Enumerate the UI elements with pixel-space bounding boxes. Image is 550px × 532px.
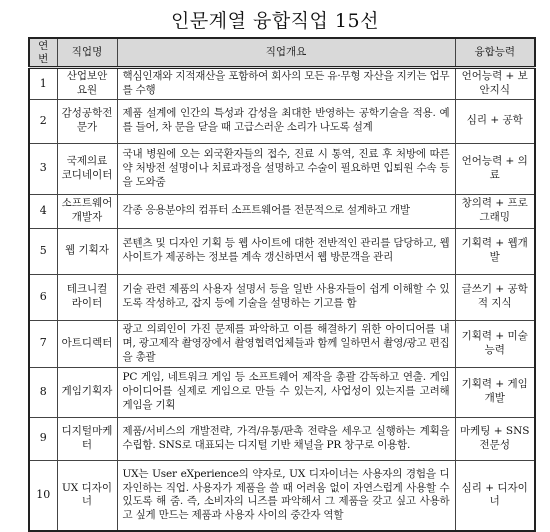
table-header-row [29,38,535,68]
table-row [29,460,535,531]
job-name: 디지털마케터 [57,417,117,460]
job-overview: 제품/서비스의 개발전략, 가격/유통/판촉 전략을 세우고 실행하는 계획을 수립함. SNS로 대표되는 디지털 기반 채널을 PR 창구로 이용함. [117,417,455,460]
job-name: 웹 기획자 [57,228,117,274]
job-name: 테크니컬 라이터 [57,274,117,320]
table-row [29,320,535,367]
fusion-skill: 기획력 + 미술능력 [455,320,535,367]
job-overview: UX는 User eXperience의 약자로, UX 디자이너는 사용자의 경험을 디자인하는 직업. 사용자가 제품을 쓸 때 어려움 없이 자연스럽게 사용할 수 있도록 해 줌. 즉, 소비자의 니즈를 파악해서 그 제품을 갖고 싶고 사용하고 싶게 만드는 제품과 사용자 사이의 중간자 역할 [117,460,455,531]
row-number: 9 [29,417,57,460]
fusion-skill: 언어능력 + 보안지식 [455,68,535,100]
table-row [29,68,535,100]
table-row [29,417,535,460]
table-row [29,99,535,143]
job-overview: 콘텐츠 및 디자인 기획 등 웹 사이트에 대한 전반적인 관리를 담당하고, 웹 사이트가 제공하는 정보를 계속 갱신하면서 웹 방문객을 관리 [117,228,455,274]
job-name: 산업보안 요원 [57,68,117,100]
header-job-name: 직업명 [57,38,117,68]
job-name: 아트디렉터 [57,320,117,367]
fusion-skill: 글쓰기 + 공학적 지식 [455,274,535,320]
job-name: UX 디자이너 [57,460,117,531]
jobs-table [28,37,536,532]
fusion-skill: 심리 + 디자이너 [455,460,535,531]
job-overview: 제품 설계에 인간의 특성과 감성을 최대한 반영하는 공학기술을 적용. 예를 들어, 차 문을 닫을 때 고급스러운 소리가 나도록 설계 [117,99,455,143]
header-number: 연 번 [29,38,57,68]
job-name: 감성공학전문가 [57,99,117,143]
job-overview: 국내 병원에 오는 외국환자들의 접수, 진료 시 통역, 진료 후 처방에 따른 약 처방전 설명이나 치료과정을 설명하고 수술이 필요하면 입퇴원 수속 등을 도와줌 [117,143,455,194]
fusion-skill: 심리 + 공학 [455,99,535,143]
fusion-skill: 기획력 + 게임개발 [455,367,535,417]
table-row [29,228,535,274]
job-overview: 핵심인재와 지적재산을 포함하여 회사의 모든 유·무형 자산을 지키는 업무를 수행 [117,68,455,100]
fusion-skill: 언어능력 + 의료 [455,143,535,194]
header-job-overview: 직업개요 [117,38,455,68]
table-row [29,143,535,194]
fusion-skill: 마케팅 + SNS 전문성 [455,417,535,460]
job-overview: 기술 관련 제품의 사용자 설명서 등을 일반 사용자들이 쉽게 이해할 수 있도록 작성하고, 잡지 등에 기술을 설명하는 기고를 함 [117,274,455,320]
job-name: 소프트웨어 개발자 [57,194,117,228]
row-number: 3 [29,143,57,194]
job-overview: PC 게임, 네트워크 게임 등 소프트웨어 제작을 총괄 감독하고 연출. 게임 아이디어를 실제로 게임으로 만들 수 있는지, 사업성이 있는지를 고려해 게임을 기획 [117,367,455,417]
header-fusion-skill: 융합능력 [455,38,535,68]
job-overview: 광고 의뢰인이 가진 문제를 파악하고 이를 해결하기 위한 아이디어를 내며, 광고제작 촬영장에서 촬영협력업체들과 함께 일하면서 촬영/광고 편집을 총괄 [117,320,455,367]
row-number: 1 [29,68,57,100]
row-number: 5 [29,228,57,274]
row-number: 2 [29,99,57,143]
row-number: 4 [29,194,57,228]
row-number: 7 [29,320,57,367]
page-title: 인문계열 융합직업 15선 [171,10,379,32]
row-number: 6 [29,274,57,320]
job-name: 게임기획자 [57,367,117,417]
row-number: 10 [29,460,57,531]
table-row [29,367,535,417]
table-row [29,274,535,320]
job-name: 국제의료 코디네이터 [57,143,117,194]
job-overview: 각종 응용분야의 컴퓨터 소프트웨어를 전문적으로 설계하고 개발 [117,194,455,228]
fusion-skill: 기획력 + 웹개발 [455,228,535,274]
fusion-skill: 창의력 + 프로그래밍 [455,194,535,228]
table-row [29,194,535,228]
row-number: 8 [29,367,57,417]
